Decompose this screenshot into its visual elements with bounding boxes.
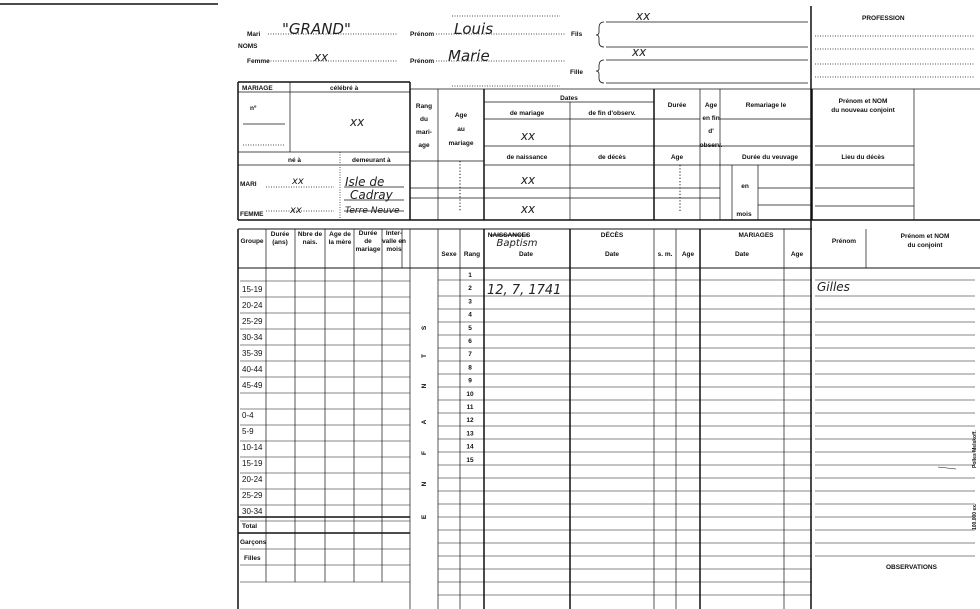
child-2-prenom: Gilles [817, 280, 850, 294]
mariage-title: MARIAGE [242, 85, 273, 92]
age-fin-3: d' [708, 128, 714, 135]
sexe-header: Sexe [441, 251, 457, 258]
age-fin-2: en fin [702, 115, 720, 122]
mari-firstname: Louis [454, 20, 494, 38]
filles-label: Filles [244, 555, 261, 562]
deces-header: DÉCÈS [600, 232, 624, 239]
baptism-annotation: Baptism [496, 238, 538, 249]
rang-number: 9 [468, 377, 472, 385]
duree-ans-1: Durée [270, 231, 290, 238]
rang-number: 4 [468, 311, 472, 319]
age-group-label: 30-34 [242, 333, 263, 342]
rang-number: 7 [468, 351, 472, 359]
duree-veuvage-label: Durée du veuvage [742, 154, 798, 161]
garcons-label: Garçons [240, 539, 267, 546]
age-groups [242, 285, 263, 516]
femme-ne-a: xx [290, 205, 302, 216]
prenom-nom-header-1: Prénom et NOM [900, 233, 950, 240]
rang-numbers [466, 272, 474, 464]
age-group-label: 45-49 [242, 381, 263, 390]
rang-number: 3 [468, 298, 472, 306]
fils-value: xx [636, 9, 651, 23]
age-group-label: 10-14 [242, 443, 263, 452]
naissance-date-header: Date [518, 251, 534, 258]
nbre-nais-2: nais. [302, 239, 318, 246]
rang-header: Rang [463, 251, 481, 258]
mari-demeurant-1: Isle de [345, 175, 385, 189]
age-group-label: 20-24 [242, 301, 263, 310]
printer-credit: Polles Melskoff. [972, 430, 978, 468]
remariage-label: Remariage le [745, 102, 787, 109]
profession-label: PROFESSION [862, 15, 905, 22]
naissance-femme-value: xx [520, 202, 536, 216]
mois-label: mois [736, 211, 752, 218]
copies-count: 100.000 ex. [972, 503, 978, 530]
mari-ne-a: xx [292, 176, 304, 187]
nouveau-conjoint-title-1: Prénom et NOM [838, 98, 888, 105]
enfants-letter: N [421, 383, 428, 389]
intervalle-1: Inter- [385, 230, 403, 237]
observations-label: OBSERVATIONS [886, 564, 937, 571]
rang-label-4: age [418, 142, 430, 149]
rang-number: 6 [468, 338, 472, 345]
rang-label-1: Rang [415, 103, 433, 110]
naissances-header: NAISSANCES [487, 232, 531, 239]
enfants-letter: F [421, 451, 428, 455]
mariages-date-header: Date [734, 251, 750, 258]
age-label-3: mariage [448, 140, 474, 147]
mariages-age-header: Age [790, 251, 804, 258]
age-group-label: 35-39 [242, 349, 263, 358]
rang-label-3: mari- [416, 129, 432, 136]
deces-age-header: Age [681, 251, 695, 258]
enfants-letter: N [421, 481, 428, 487]
intervalle-2: valle en [382, 238, 406, 245]
celebre-value: xx [350, 115, 365, 129]
no-label: nº [250, 105, 257, 112]
age-label-1: Age [454, 112, 468, 119]
deces-date-header: Date [604, 251, 620, 258]
en-label: en [741, 183, 749, 190]
age-group-label: 15-19 [242, 285, 263, 294]
enfants-letter: T [421, 354, 428, 358]
enfants-letter: A [421, 419, 428, 425]
mari-label: Mari [247, 31, 261, 38]
age-mere-2: la mère [328, 239, 352, 246]
age-group-label: 15-19 [242, 459, 263, 468]
duree-mariage-2: de [364, 238, 372, 245]
femme-surname: xx [314, 50, 329, 64]
groupe-header: Groupe [240, 238, 264, 245]
celebre-label: célébré à [330, 85, 359, 92]
rang-number: 13 [466, 430, 474, 438]
rang-number: 1 [468, 272, 472, 279]
age-fin-4: observ. [699, 142, 723, 149]
age-fin-1: Age [704, 102, 718, 109]
fils-label: Fils [571, 31, 583, 38]
age-label: Age [670, 154, 684, 161]
noms-label: NOMS [238, 43, 258, 50]
dates-title: Dates [560, 95, 578, 102]
nouveau-conjoint-title-2: du nouveau conjoint [831, 107, 895, 114]
de-mariage-label: de mariage [509, 110, 545, 117]
age-group-label: 0-4 [242, 411, 254, 420]
ne-a-label: né à [288, 157, 302, 164]
de-naissance-label: de naissance [506, 154, 548, 161]
demeurant-label: demeurant à [352, 157, 391, 164]
age-mere-1: Age de [329, 231, 351, 238]
fille-value: xx [632, 45, 647, 59]
age-group-label: 25-29 [242, 317, 263, 326]
prenom-nom-header-2: du conjoint [907, 242, 943, 249]
sm-header: s. m. [657, 251, 673, 258]
date-mariage-value: xx [520, 129, 536, 143]
mariages-header: MARIAGES [738, 232, 774, 239]
enfants-vertical-label [421, 325, 428, 519]
femme-firstname: Marie [448, 47, 490, 65]
rang-number: 12 [466, 417, 474, 425]
femme-label: Femme [247, 58, 270, 65]
duree-mariage-1: Durée [358, 230, 378, 237]
fin-observ-label: de fin d'observ. [588, 110, 636, 117]
nbre-nais-1: Nbre de [297, 231, 323, 238]
intervalle-3: mois [386, 246, 402, 253]
enfants-letter: S [421, 325, 428, 331]
femme-row-label: FEMME [240, 211, 264, 218]
prenom-femme-label: Prénom [410, 58, 435, 65]
rang-number: 5 [468, 324, 472, 332]
child-2-birth-date: 12, 7, 1741 [487, 283, 562, 298]
mari-demeurant-2: Cadray [350, 188, 393, 202]
lieu-deces-label: Lieu du décès [841, 154, 885, 161]
de-deces-label: de décès [598, 154, 626, 161]
mari-surname: "GRAND" [282, 20, 351, 38]
rang-number: 8 [468, 364, 472, 372]
rang-number: 10 [466, 390, 474, 398]
rang-number: 14 [466, 443, 474, 451]
rang-number: 11 [466, 404, 474, 411]
age-group-label: 25-29 [242, 491, 263, 500]
age-group-label: 30-34 [242, 507, 263, 516]
total-label: Total [242, 523, 258, 530]
duree-ans-2: (ans) [272, 239, 288, 246]
enfants-letter: E [421, 514, 428, 520]
fille-label: Fille [570, 69, 584, 76]
duree-label: Durée [667, 102, 687, 109]
duree-mariage-3: mariage [355, 246, 381, 253]
rang-number: 15 [466, 456, 474, 464]
femme-demeurant: Terre Neuve [345, 206, 400, 216]
naissance-mari-value: xx [520, 173, 536, 187]
age-group-label: 20-24 [242, 475, 263, 484]
rang-number: 2 [468, 285, 472, 293]
age-group-label: 5-9 [242, 427, 254, 436]
age-label-2: au [457, 126, 465, 133]
age-group-label: 40-44 [242, 365, 263, 374]
prenom-mari-label: Prénom [410, 31, 435, 38]
mari-row-label: MARI [240, 181, 257, 188]
prenom-header: Prénom [831, 238, 857, 245]
rang-label-2: du [420, 116, 428, 123]
